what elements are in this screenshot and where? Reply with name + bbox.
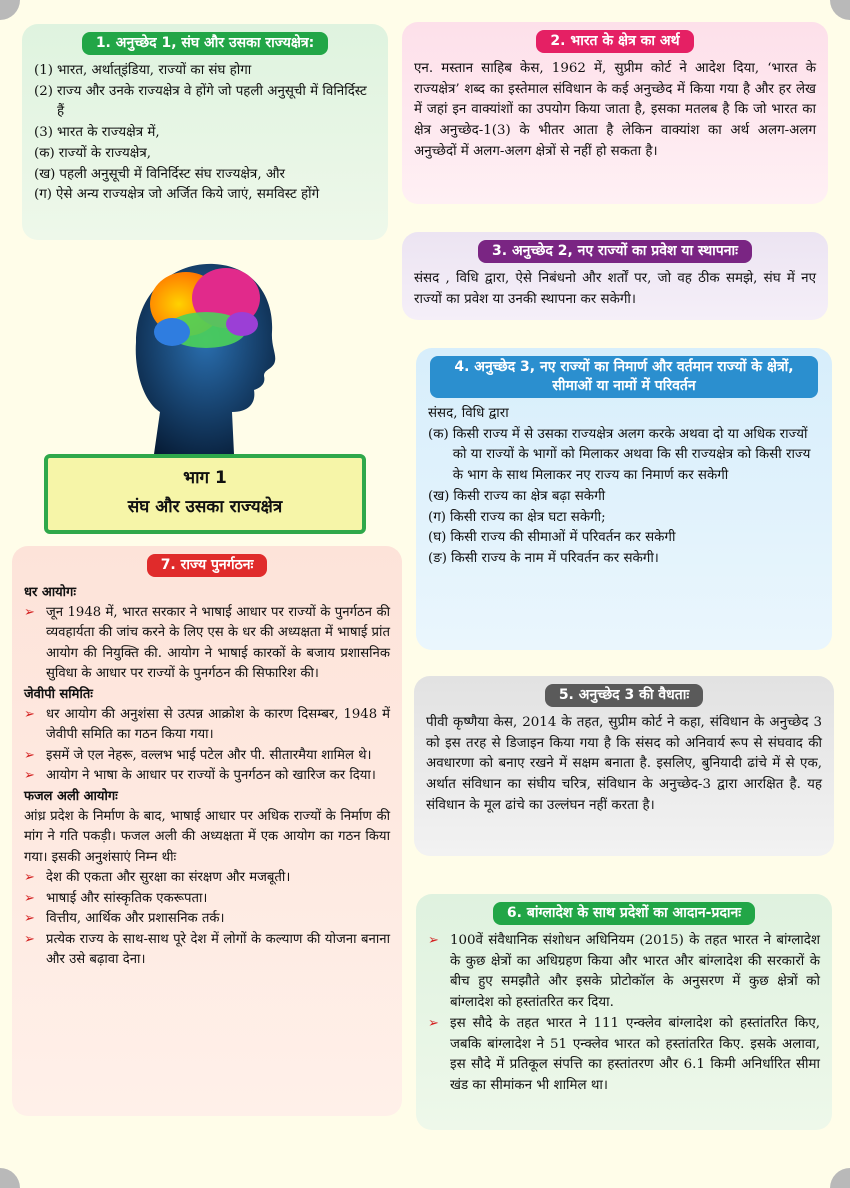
bullet-arrow-icon: ➢ bbox=[24, 890, 35, 906]
bullet-arrow-icon: ➢ bbox=[24, 870, 35, 886]
validity-of-article-3-title: 5. अनुच्छेद 3 की वैधताः bbox=[545, 684, 703, 707]
list-item-marker: (3) bbox=[34, 125, 53, 141]
bullet-item bbox=[24, 930, 390, 971]
bullet-text: इस सौदे के तहत भारत ने 111 एन्क्लेव बांग्लादेश को हस्तांतरित किए, जबकि बांग्लादेश ने 51 एन्क्लेव भारत को हस्तांतरित किए. इसके अलावा, इस सौदे में प्रतिकूल संपत्ति का हस्तांतरण और 6.1 किमी अनिर्धारित सीमा खंड का सीमांकन भी शामिल था। bbox=[450, 1015, 820, 1094]
part-1-banner bbox=[44, 454, 366, 534]
list-item-marker: (1) bbox=[34, 62, 53, 78]
article-3-list bbox=[428, 425, 820, 570]
bullet-text: वित्तीय, आर्थिक और प्रशासनिक तर्क। bbox=[46, 911, 225, 927]
bullet-text: भाषाई और सांस्कृतिक एकरूपता। bbox=[46, 890, 208, 906]
fazal-ali-commission-heading: फजल अली आयोगः bbox=[24, 788, 118, 804]
fazal-ali-recommendations-list bbox=[24, 868, 390, 970]
fazal-ali-commission-text: आंध्र प्रदेश के निर्माण के बाद, भाषाई आधार पर अधिक राज्यों के निर्माण की मांग ने गति पकड़ी। फजल अली की अध्यक्षता में एक आयोग का गठन किया गया। इसकी अनुशंसाएं निम्न थीः bbox=[24, 808, 390, 865]
bullet-item bbox=[428, 931, 820, 1014]
bullet-item bbox=[24, 766, 390, 786]
bullet-text: प्रत्येक राज्य के साथ-साथ पूरे देश में लोगों के कल्याण की योजना बनाना और उसे बढ़ावा देना। bbox=[46, 931, 390, 968]
corner-decoration-top-right bbox=[830, 0, 850, 20]
article-3-intro: संसद, विधि द्वारा bbox=[428, 405, 509, 421]
bullet-item bbox=[24, 705, 390, 746]
bullet-arrow-icon: ➢ bbox=[428, 932, 439, 948]
list-item bbox=[34, 61, 376, 82]
bullet-item bbox=[24, 889, 390, 909]
article-2-title: 3. अनुच्छेद 2, नए राज्यों का प्रवेश या स्थापनाः bbox=[478, 240, 752, 263]
jvp-committee-list bbox=[24, 705, 390, 787]
list-item-text: राज्य और उनके राज्यक्षेत्र वे होंगे जो पहली अनुसूची में विनिर्दिस्ट हैं bbox=[56, 83, 367, 120]
bullet-arrow-icon: ➢ bbox=[24, 747, 35, 763]
list-item-marker: (2) bbox=[34, 83, 53, 99]
bullet-text: इसमें जे एल नेहरू, वल्लभ भाई पटेल और पी. सीतारमैया शामिल थे। bbox=[46, 747, 372, 763]
bullet-item bbox=[428, 1014, 820, 1097]
list-item bbox=[34, 165, 376, 186]
bullet-arrow-icon: ➢ bbox=[24, 706, 35, 722]
bullet-text: जून 1948 में, भारत सरकार ने भाषाई आधार पर राज्यों के पुनर्गठन की व्यवहार्यता की जांच करने के लिए एस के धर की अध्यक्षता में भाषाई प्रांत आयोग की नियुक्ति की. आयोग ने भाषाई कारकों के बजाय प्रशासनिक सुविधा के आधार पर राज्यों के पुनर्गठन की सिफारिश की। bbox=[46, 605, 390, 682]
bullet-item bbox=[24, 603, 390, 685]
bullet-arrow-icon: ➢ bbox=[24, 911, 35, 927]
article-3-box bbox=[416, 348, 832, 650]
bullet-item bbox=[24, 746, 390, 766]
bullet-arrow-icon: ➢ bbox=[428, 1015, 439, 1031]
corner-decoration-bottom-right bbox=[830, 1168, 850, 1188]
bullet-text: आयोग ने भाषा के आधार पर राज्यों के पुनर्गठन को खारिज कर दिया। bbox=[46, 768, 376, 784]
list-item bbox=[34, 123, 376, 144]
list-item-marker: (ग) bbox=[34, 187, 52, 203]
article-3-title: 4. अनुच्छेद 3, नए राज्यों का निमार्ण और वर्तमान राज्यों के क्षेत्रों, सीमाओं या नामों में परिवर्तन bbox=[430, 356, 818, 398]
jvp-committee-heading: जेवीपी समितिः bbox=[24, 686, 93, 702]
list-item-marker: (क) bbox=[428, 426, 449, 442]
article-2-box bbox=[402, 232, 828, 320]
list-item-text: किसी राज्य की सीमाओं में परिवर्तन कर सकेगी bbox=[450, 530, 676, 546]
bullet-arrow-icon: ➢ bbox=[24, 931, 35, 947]
bullet-arrow-icon: ➢ bbox=[24, 768, 35, 784]
list-item bbox=[428, 425, 820, 487]
list-item bbox=[428, 528, 820, 549]
dhar-commission-heading: धर आयोगः bbox=[24, 584, 76, 600]
list-item-text: किसी राज्य का क्षेत्र बढ़ा सकेगी bbox=[453, 488, 606, 504]
article-2-text: संसद , विधि द्वारा, ऐसे निबंधनो और शर्तों पर, जो वह ठीक समझे, संघ में नए राज्यों का प्रवेश या उनकी स्थापना कर सकेगी। bbox=[414, 270, 816, 307]
article-1-title: 1. अनुच्छेद 1, संघ और उसका राज्यक्षेत्र: bbox=[82, 32, 328, 55]
bangladesh-exchange-list bbox=[428, 931, 820, 1097]
state-reorganisation-box bbox=[12, 546, 402, 1116]
list-item-marker: (ख) bbox=[428, 488, 450, 504]
list-item-marker: (ङ) bbox=[428, 551, 447, 567]
list-item-marker: (घ) bbox=[428, 530, 447, 546]
meaning-of-territory-text: एन. मस्तान साहिब केस, 1962 में, सुप्रीम कोर्ट ने आदेश दिया, ‘भारत के राज्यक्षेत्र’ शब्द का इस्तेमाल संविधान के कई अनुच्छेद में किया गया है और हर लेख में जहां इन वाक्यांशों का उपयोग किया जाता है, इसका मतलब है कि जो भारत का क्षेत्र अनुच्छेद-1(3) के भीतर आता है लेकिन वाक्यांश का अर्थ अलग-अलग अनुच्छेदों में अलग-अलग क्षेत्रों से नहीं हो सकता है। bbox=[414, 60, 816, 159]
list-item bbox=[34, 82, 376, 124]
list-item-marker: (ग) bbox=[428, 509, 446, 525]
dhar-commission-list bbox=[24, 603, 390, 685]
list-item bbox=[34, 185, 376, 206]
list-item bbox=[428, 508, 820, 529]
state-reorganisation-title: 7. राज्य पुनर्गठनः bbox=[147, 554, 268, 577]
validity-of-article-3-text: पीवी कृष्णैया केस, 2014 के तहत, सुप्रीम कोर्ट ने कहा, संविधान के अनुच्छेद 3 को इस तरह से डिजाइन किया गया है कि संसद को अनिवार्य रूप से संघवाद की अवधारणा को बनाए रखने में सक्षम बनाता है. इसलिए, बुनियादी ढांचे में से एक, अर्थात संविधान का संघीय चरित्र, संविधान के अनुच्छेद-3 द्वारा आरक्षित है. यह संविधान के मूल ढांचे का उल्लंघन नहीं करता है। bbox=[426, 714, 822, 813]
corner-decoration-top-left bbox=[0, 0, 20, 20]
list-item-text: ऐसे अन्य राज्यक्षेत्र जो अर्जित किये जाएं, समविस्ट होंगे bbox=[56, 187, 320, 203]
list-item bbox=[428, 487, 820, 508]
list-item-marker: (ख) bbox=[34, 166, 56, 182]
list-item bbox=[34, 144, 376, 165]
bangladesh-exchange-title: 6. बांग्लादेश के साथ प्रदेशों का आदान-प्रदानः bbox=[493, 902, 755, 925]
article-1-box bbox=[22, 24, 388, 240]
list-item-text: किसी राज्य का क्षेत्र घटा सकेगी; bbox=[450, 509, 606, 525]
list-item-text: भारत, अर्थात्‌इंडिया, राज्यों का संघ होगा bbox=[56, 62, 252, 78]
brain-head-illustration bbox=[114, 252, 290, 454]
bullet-item bbox=[24, 909, 390, 929]
meaning-of-territory-box bbox=[402, 22, 828, 204]
validity-of-article-3-box bbox=[414, 676, 834, 856]
list-item-text: राज्यों के राज्यक्षेत्र, bbox=[58, 145, 151, 161]
bullet-text: 100वें संवैधानिक संशोधन अधिनियम (2015) के तहत भारत ने बांग्लादेश के कुछ क्षेत्रों का अधिग्रहण किया और भारत और बांग्लादेश की सरकारों के बीच हुए समझौते और इसके प्रोटोकॉल के अनुसरण में कुछ क्षेत्रों को बांग्लादेश को हस्तांतरित कर दिया. bbox=[450, 932, 820, 1011]
meaning-of-territory-title: 2. भारत के क्षेत्र का अर्थ bbox=[536, 30, 693, 53]
bullet-text: धर आयोग की अनुशंसा से उत्पन्न आक्रोश के कारण दिसम्बर, 1948 में जेवीपी समिति का गठन किया गया। bbox=[46, 706, 390, 743]
list-item-text: पहली अनुसूची में विनिर्दिस्ट संघ राज्यक्षेत्र, और bbox=[59, 166, 286, 182]
list-item-text: किसी राज्य में से उसका राज्यक्षेत्र अलग करके अथवा दो या अधिक राज्यों को या राज्यों के भागों को मिलाकर अथवा कि सी राज्यक्षेत्र को किसी राज्य के भाग के साथ मिलाकर नए राज्य का निमार्ण कर सकेगी bbox=[452, 426, 811, 484]
part-1-subheading: संघ और उसका राज्यक्षेत्र bbox=[127, 496, 283, 517]
article-1-list bbox=[34, 61, 376, 206]
list-item-text: किसी राज्य के नाम में परिवर्तन कर सकेगी। bbox=[450, 551, 659, 567]
part-1-heading: भाग 1 bbox=[183, 468, 227, 488]
list-item-text: भारत के राज्यक्षेत्र में, bbox=[56, 125, 160, 141]
corner-decoration-bottom-left bbox=[0, 1168, 20, 1188]
bullet-text: देश की एकता और सुरक्षा का संरक्षण और मजबूती। bbox=[46, 870, 291, 886]
list-item bbox=[428, 549, 820, 570]
bullet-arrow-icon: ➢ bbox=[24, 605, 35, 621]
bullet-item bbox=[24, 868, 390, 888]
list-item-marker: (क) bbox=[34, 145, 55, 161]
bangladesh-exchange-box bbox=[416, 894, 832, 1130]
